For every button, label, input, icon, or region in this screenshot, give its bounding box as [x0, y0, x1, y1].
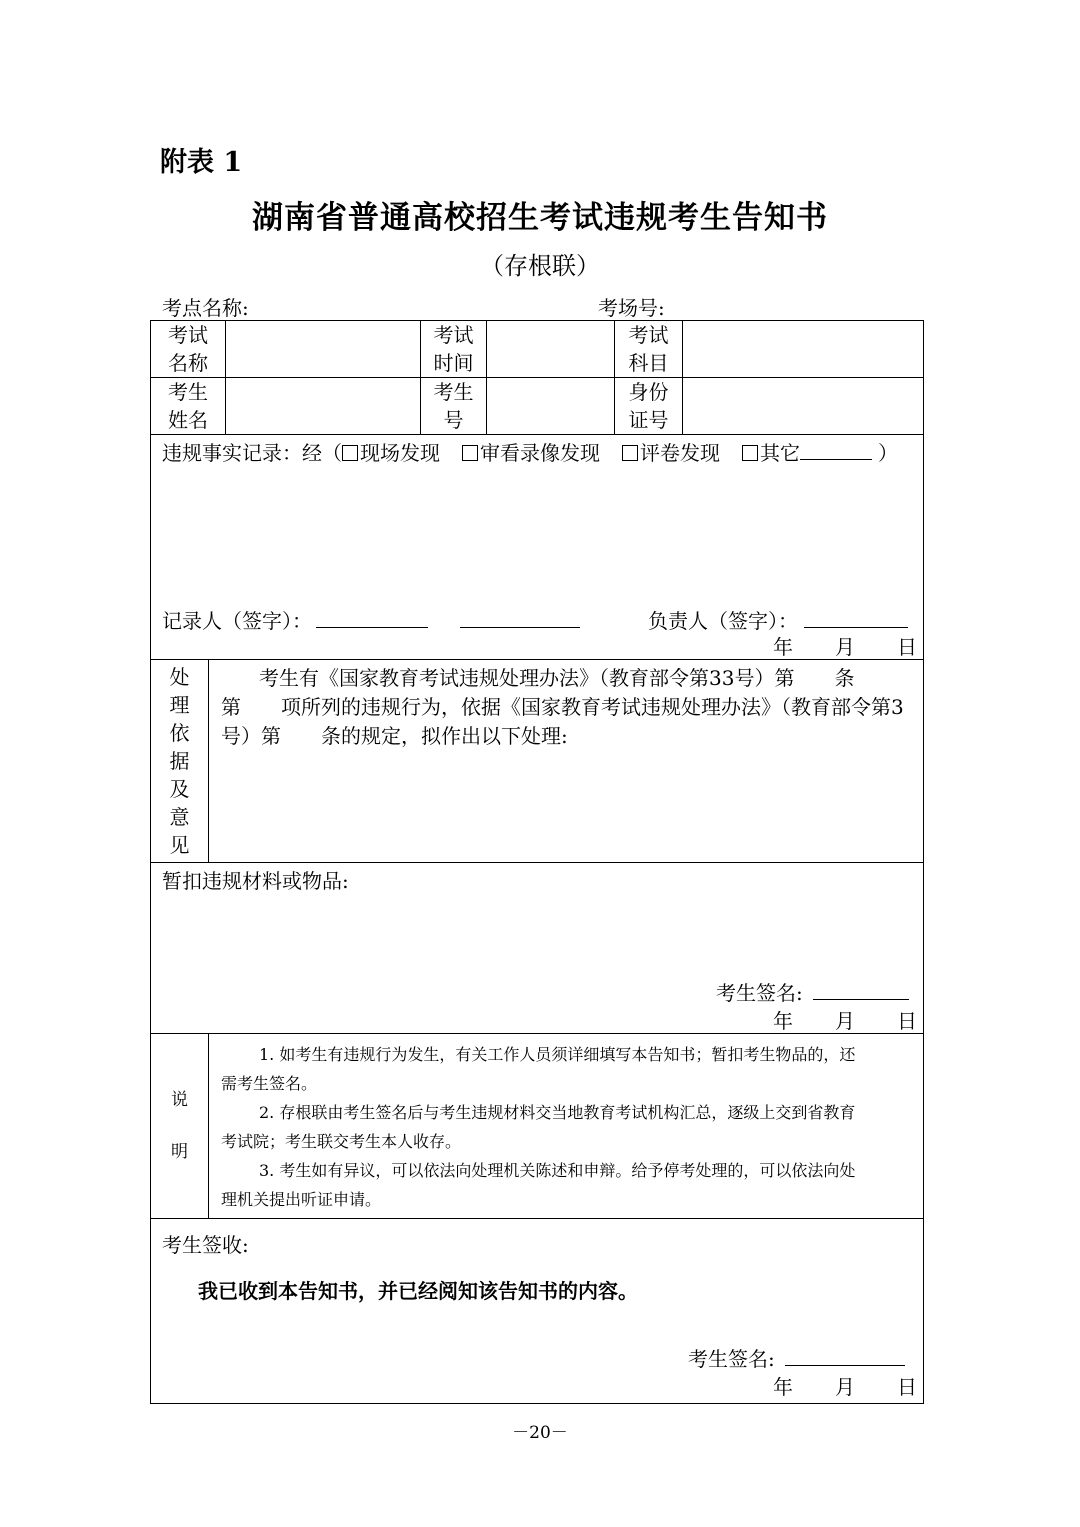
- exam-time-label: 考试 时间: [421, 321, 487, 378]
- basis-line-1: 考生有《国家教育考试违规处理办法》（教育部令第33号）第 条: [259, 666, 855, 690]
- basis-line-3: 号）第 条的规定，拟作出以下处理:: [221, 724, 568, 748]
- violation-record-label: 违规事实记录：经（: [162, 441, 342, 465]
- checkbox-video-review[interactable]: [462, 445, 478, 461]
- option-video-review: 审看录像发现: [480, 441, 600, 465]
- note-2-line-2: 考试院；考生联交考生本人收存。: [221, 1132, 462, 1151]
- option-onsite: 现场发现: [360, 441, 440, 465]
- items-label: 暂扣违规材料或物品:: [162, 869, 349, 893]
- items-sign-line[interactable]: [813, 981, 909, 1000]
- candidate-name-field[interactable]: [226, 378, 421, 435]
- page-number: －20－: [512, 1423, 568, 1443]
- basis-label: 处 理 依 据 及 意 见: [151, 660, 209, 863]
- violation-record-cell[interactable]: 违规事实记录：经（ 现场发现 审看录像发现 评卷发现 其它 ） 记录人（签字）： 负责人（签字）： 年 月 日: [151, 435, 924, 660]
- notes-label: 说 明: [151, 1034, 209, 1219]
- receipt-sign-line[interactable]: [785, 1347, 905, 1366]
- recorder-sign-line-1[interactable]: [316, 609, 428, 628]
- exam-room-label: 考场号:: [598, 296, 665, 320]
- basis-content[interactable]: [209, 660, 924, 863]
- receipt-sign-label: 考生签名:: [688, 1347, 775, 1371]
- notice-form-table: [150, 320, 924, 1404]
- option-other: 其它: [760, 441, 800, 465]
- note-2-line-1: 2. 存根联由考生签名后与考生违规材料交当地教育考试机构汇总，逐级上交到省教育: [259, 1103, 856, 1122]
- note-3-line-2: 理机关提出听证申请。: [221, 1190, 382, 1209]
- basis-line-2: 第 项所列的违规行为，依据《国家教育考试违规处理办法》（教育部令第3: [221, 695, 904, 719]
- candidate-name-label: 考生 姓名: [151, 378, 226, 435]
- items-sign-label: 考生签名:: [716, 981, 803, 1005]
- exam-name-label: 考试 名称: [151, 321, 226, 378]
- annex-label: 附表 1: [160, 147, 243, 178]
- note-1-line-2: 需考生签名。: [221, 1074, 318, 1093]
- notes-content: [209, 1034, 924, 1219]
- receipt-label: 考生签收:: [162, 1233, 249, 1257]
- option-marking: 评卷发现: [640, 441, 720, 465]
- subtitle: （存根联）: [480, 252, 600, 280]
- recorder-sign-line-2[interactable]: [460, 609, 580, 628]
- other-blank[interactable]: [800, 441, 872, 460]
- receipt-statement: 我已收到本告知书，并已经阅知该告知书的内容。: [198, 1279, 638, 1303]
- id-number-label: 身份 证号: [615, 378, 683, 435]
- exam-time-field[interactable]: [487, 321, 615, 378]
- note-1-line-1: 1. 如考生有违规行为发生，有关工作人员须详细填写本告知书；暂扣考生物品的，还: [259, 1045, 856, 1064]
- checkbox-onsite[interactable]: [342, 445, 358, 461]
- exam-subject-label: 考试 科目: [615, 321, 683, 378]
- receipt-cell[interactable]: 考生签收: 我已收到本告知书，并已经阅知该告知书的内容。 考生签名: 年 月 日: [151, 1219, 924, 1404]
- recorder-sign-label: 记录人（签字）：: [162, 609, 312, 633]
- id-number-field[interactable]: [683, 378, 924, 435]
- exam-name-field[interactable]: [226, 321, 421, 378]
- checkbox-other[interactable]: [742, 445, 758, 461]
- note-3-line-1: 3. 考生如有异议，可以依法向处理机关陈述和申辩。给予停考处理的，可以依法向处: [259, 1161, 856, 1180]
- responsible-sign-label: 负责人（签字）：: [648, 609, 798, 633]
- exam-site-label: 考点名称:: [162, 296, 249, 320]
- exam-subject-field[interactable]: [683, 321, 924, 378]
- candidate-number-field[interactable]: [487, 378, 615, 435]
- candidate-number-label: 考生 号: [421, 378, 487, 435]
- responsible-sign-line[interactable]: [804, 609, 908, 628]
- items-cell[interactable]: 暂扣违规材料或物品: 考生签名: 年 月 日: [151, 863, 924, 1034]
- checkbox-marking[interactable]: [622, 445, 638, 461]
- page-title: 湖南省普通高校招生考试违规考生告知书: [252, 200, 828, 236]
